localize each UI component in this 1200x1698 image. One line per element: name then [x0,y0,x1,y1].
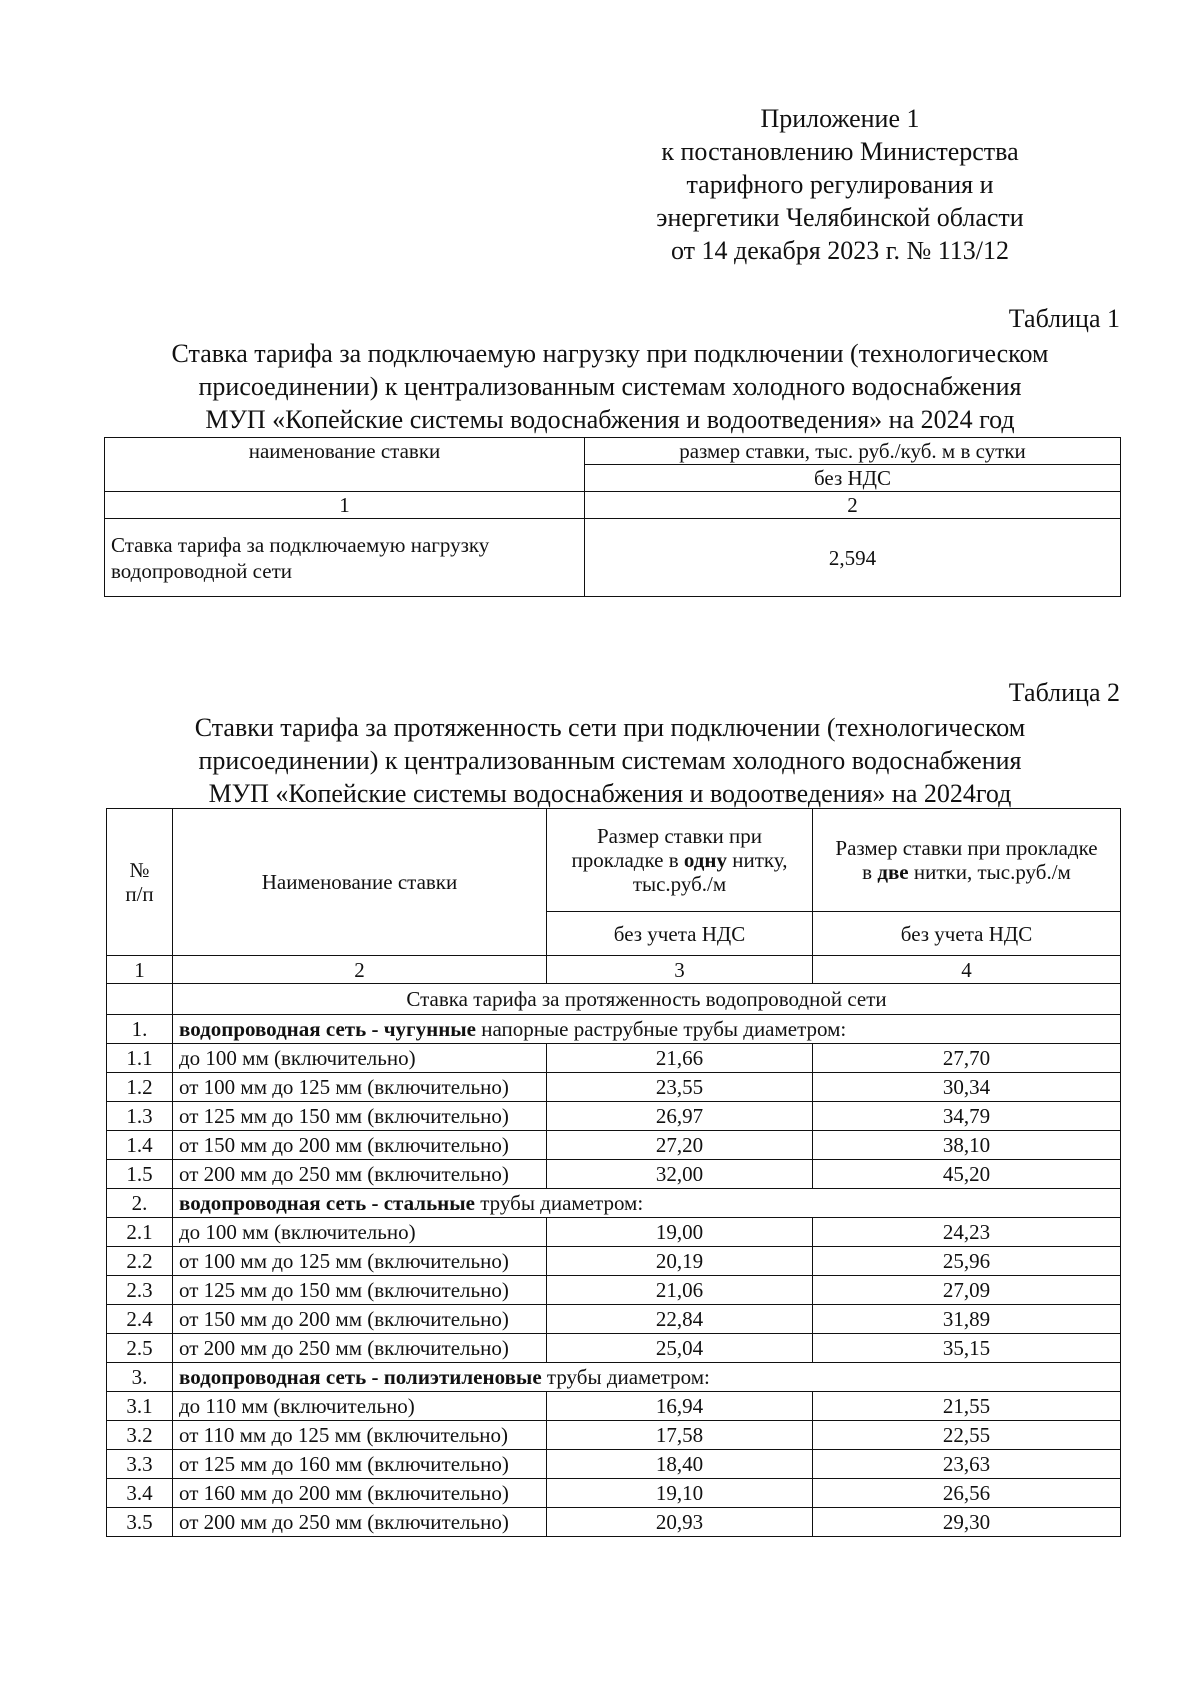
header-bold-word: две [877,860,909,884]
table2-header-two-line [819,860,1114,884]
table-row [107,1276,1121,1305]
appendix-line: от 14 декабря 2023 г. № 113/12 [670,236,1010,265]
pipe-diameter: до 100 мм (включительно) [173,1218,547,1247]
table1-label: Таблица 1 [1008,304,1120,333]
group-title-bold: водопроводная сеть - чугунные [179,1017,477,1041]
rate-one-thread: 32,00 [547,1160,813,1189]
table-row [107,1247,1121,1276]
table-row [107,1073,1121,1102]
header-text: нитки, тыс.руб./м [908,860,1071,884]
rate-two-threads: 38,10 [813,1131,1121,1160]
rate-one-thread: 23,55 [547,1073,813,1102]
rate-two-threads: 34,79 [813,1102,1121,1131]
row-number: 1.2 [107,1073,173,1102]
table2-header-vat-one: без учета НДС [547,912,813,956]
table2-header-one-thread [547,809,813,912]
row-number: 1.1 [107,1044,173,1073]
header-text: нитку, [727,848,788,872]
table-row [107,1305,1121,1334]
pipe-diameter: от 150 мм до 200 мм (включительно) [173,1305,547,1334]
rate-one-thread: 20,93 [547,1508,813,1537]
rate-two-threads: 27,09 [813,1276,1121,1305]
rate-one-thread: 22,84 [547,1305,813,1334]
table1-title-line: Ставка тарифа за подключаемую нагрузку при подключении (технологическом [171,339,1049,368]
rate-one-thread: 25,04 [547,1334,813,1363]
row-number: 1.5 [107,1160,173,1189]
header-text: прокладке в [571,848,684,872]
table-row [107,1479,1121,1508]
table1-header-vat: без НДС [585,465,1121,492]
rate-two-threads: 35,15 [813,1334,1121,1363]
rate-two-threads: 22,55 [813,1421,1121,1450]
table1-rate-name-line: Ставка тарифа за подключаемую нагрузку [111,532,490,557]
group-title [173,1015,1121,1044]
rate-two-threads: 45,20 [813,1160,1121,1189]
table1 [104,437,1121,597]
table2-header-num-line: № [129,858,150,882]
appendix-line: энергетики Челябинской области [656,203,1024,232]
rate-one-thread: 21,06 [547,1276,813,1305]
pipe-diameter: от 125 мм до 150 мм (включительно) [173,1276,547,1305]
rate-two-threads: 29,30 [813,1508,1121,1537]
table-row [107,1044,1121,1073]
rate-one-thread: 21,66 [547,1044,813,1073]
group-title-rest: напорные раструбные трубы диаметром: [476,1017,847,1041]
table-row [107,1508,1121,1537]
table1-title-line: МУП «Копейские системы водоснабжения и водоотведения» на 2024 год [205,405,1015,434]
rate-one-thread: 27,20 [547,1131,813,1160]
table-row [107,1450,1121,1479]
table2-group-row [107,1363,1121,1392]
row-number: 2.2 [107,1247,173,1276]
table-row [107,1160,1121,1189]
appendix-line: Приложение 1 [760,104,920,133]
table2-header-two-line: Размер ставки при прокладке [835,836,1098,860]
row-number: 3.1 [107,1392,173,1421]
table1-rate-name-line: водопроводной сети [111,558,292,583]
row-number: 2.4 [107,1305,173,1334]
table1-header-name: наименование ставки [105,438,585,492]
table2-header-vat-two: без учета НДС [813,912,1121,956]
table2-label: Таблица 2 [1008,678,1120,707]
rate-one-thread: 26,97 [547,1102,813,1131]
table2-section-num-cell [107,984,173,1015]
table2 [106,808,1121,1537]
table2-header-num [107,809,173,956]
table-row [107,1218,1121,1247]
rate-two-threads: 30,34 [813,1073,1121,1102]
table-row [107,1334,1121,1363]
table1-col-number: 1 [105,492,585,519]
table1-title-line: присоединении) к централизованным системам холодного водоснабжения [198,372,1022,401]
row-number: 3.4 [107,1479,173,1508]
rate-two-threads: 31,89 [813,1305,1121,1334]
row-number: 1.4 [107,1131,173,1160]
group-number: 1. [107,1015,173,1044]
group-number: 2. [107,1189,173,1218]
row-number: 2.3 [107,1276,173,1305]
pipe-diameter: от 200 мм до 250 мм (включительно) [173,1334,547,1363]
table2-header-name: Наименование ставки [173,809,547,956]
table-row [107,1102,1121,1131]
rate-two-threads: 23,63 [813,1450,1121,1479]
group-title-rest: трубы диаметром: [541,1365,710,1389]
row-number: 3.3 [107,1450,173,1479]
appendix-line: тарифного регулирования и [686,170,994,199]
rate-one-thread: 18,40 [547,1450,813,1479]
table2-title [100,711,1120,810]
table2-title-line: МУП «Копейские системы водоснабжения и водоотведения» на 2024год [208,779,1012,808]
row-number: 2.5 [107,1334,173,1363]
pipe-diameter: от 200 мм до 250 мм (включительно) [173,1508,547,1537]
table2-header-two-threads [813,809,1121,912]
table2-group-row [107,1015,1121,1044]
rate-one-thread: 16,94 [547,1392,813,1421]
group-number: 3. [107,1363,173,1392]
table2-title-line: Ставки тарифа за протяженность сети при подключении (технологическом [194,713,1026,742]
pipe-diameter: от 125 мм до 150 мм (включительно) [173,1102,547,1131]
table-row [107,1421,1121,1450]
rate-one-thread: 19,10 [547,1479,813,1508]
header-bold-word: одну [683,848,727,872]
table2-col-number: 4 [813,956,1121,984]
group-title [173,1189,1121,1218]
table2-header-num-line: п/п [125,882,154,906]
group-title-bold: водопроводная сеть - стальные [179,1191,475,1215]
rate-one-thread: 20,19 [547,1247,813,1276]
table2-section-title: Ставка тарифа за протяженность водопроводной сети [173,984,1121,1015]
table-row [107,1392,1121,1421]
row-number: 1.3 [107,1102,173,1131]
table1-col-number: 2 [585,492,1121,519]
rate-one-thread: 17,58 [547,1421,813,1450]
pipe-diameter: от 110 мм до 125 мм (включительно) [173,1421,547,1450]
table2-header-one-line: Размер ставки при [596,824,763,848]
pipe-diameter: от 200 мм до 250 мм (включительно) [173,1160,547,1189]
rate-two-threads: 21,55 [813,1392,1121,1421]
appendix-line: к постановлению Министерства [661,137,1019,166]
pipe-diameter: от 160 мм до 200 мм (включительно) [173,1479,547,1508]
group-title [173,1363,1121,1392]
pipe-diameter: до 100 мм (включительно) [173,1044,547,1073]
table1-header-size: размер ставки, тыс. руб./куб. м в сутки [585,438,1121,465]
rate-two-threads: 24,23 [813,1218,1121,1247]
pipe-diameter: от 100 мм до 125 мм (включительно) [173,1247,547,1276]
pipe-diameter: от 125 мм до 160 мм (включительно) [173,1450,547,1479]
table2-body [107,1015,1121,1537]
table1-title [100,337,1120,436]
rate-one-thread: 19,00 [547,1218,813,1247]
table2-col-number: 3 [547,956,813,984]
table2-header-one-line: тыс.руб./м [632,872,727,896]
table2-col-number: 2 [173,956,547,984]
table-row [107,1131,1121,1160]
appendix-header [630,102,1050,267]
table2-header-one-line [553,848,806,872]
table1-rate-name [105,519,585,597]
rate-two-threads: 27,70 [813,1044,1121,1073]
table1-rate-value: 2,594 [585,519,1121,597]
group-title-bold: водопроводная сеть - полиэтиленовые [179,1365,542,1389]
pipe-diameter: от 100 мм до 125 мм (включительно) [173,1073,547,1102]
header-text: в [862,860,878,884]
row-number: 2.1 [107,1218,173,1247]
row-number: 3.2 [107,1421,173,1450]
group-title-rest: трубы диаметром: [475,1191,644,1215]
pipe-diameter: от 150 мм до 200 мм (включительно) [173,1131,547,1160]
table2-group-row [107,1189,1121,1218]
rate-two-threads: 25,96 [813,1247,1121,1276]
table2-title-line: присоединении) к централизованным системам холодного водоснабжения [198,746,1022,775]
table2-col-number: 1 [107,956,173,984]
rate-two-threads: 26,56 [813,1479,1121,1508]
pipe-diameter: до 110 мм (включительно) [173,1392,547,1421]
row-number: 3.5 [107,1508,173,1537]
